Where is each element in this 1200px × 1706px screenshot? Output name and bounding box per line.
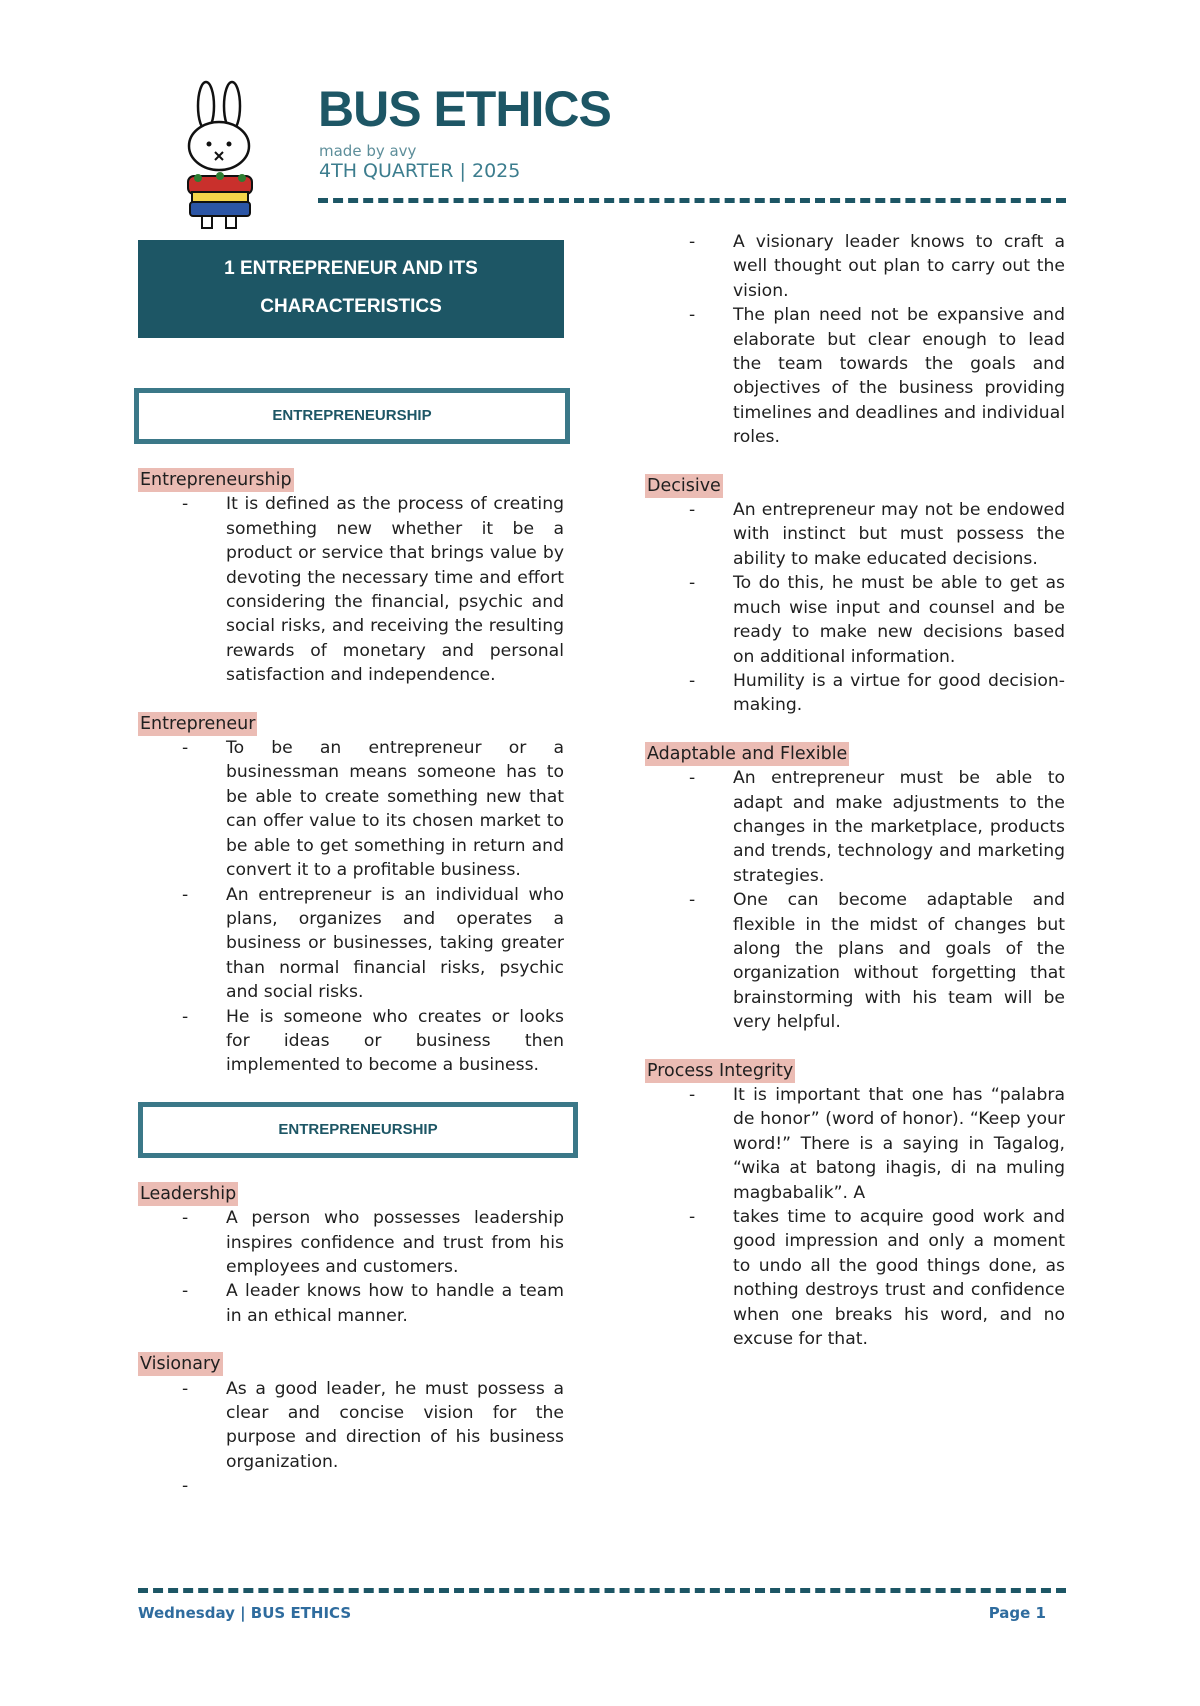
author-credit: made by avy — [319, 142, 417, 160]
list-item: - The plan need not be expansive and elaborate but clear enough to lead the team towards the goals and objectives of the business providing timelines and deadlines and individual roles. — [733, 303, 1065, 449]
page-number: Page 1 — [988, 1604, 1046, 1622]
list-item: - One can become adaptable and flexible in the midst of changes but along the plans and goals of the organization without forgetting that brainstorming with his team will be very helpful. — [733, 888, 1065, 1034]
section-title-line2: CHARACTERISTICS — [260, 296, 442, 317]
list-item: - takes time to acquire good work and good impression and only a moment to undo all the good things done, as nothing destroys trust and confidence when one breaks his word, and no excuse for that. — [733, 1205, 1065, 1351]
heading-decisive: Decisive — [647, 475, 721, 496]
page-title: BUS ETHICS — [318, 81, 611, 137]
list-item: - To do this, he must be able to get as much wise input and counsel and be ready to make new decisions based on additional information. — [733, 571, 1065, 669]
heading-adaptable: Adaptable and Flexible — [647, 743, 848, 764]
adaptable-list — [645, 766, 1065, 1034]
list-item: - A leader knows how to handle a team in an ethical manner. — [226, 1279, 564, 1328]
list-item: - It is defined as the process of creating something new whether it be a product or service that brings value by devoting the necessary time and effort considering the financial, psychic and social risks, and receiving the resulting rewards of monetary and personal satisfaction and independence. — [226, 492, 564, 687]
header-divider — [318, 198, 1066, 203]
list-item: - He is someone who creates or looks for ideas or business then implemented to become a business. — [226, 1005, 564, 1078]
heading-entrepreneurship: Entrepreneurship — [140, 470, 292, 490]
heading-entrepreneur: Entrepreneur — [140, 713, 256, 734]
quarter-label: 4TH QUARTER | 2025 — [319, 160, 521, 182]
footer-label: Wednesday | BUS ETHICS — [138, 1604, 352, 1622]
heading-leadership: Leadership — [140, 1183, 237, 1204]
subsection-box: ENTREPRENEURSHIP — [134, 388, 570, 444]
section-title-block — [138, 240, 564, 338]
section-title-line1: 1 ENTREPRENEUR AND ITS — [224, 258, 478, 279]
heading-integrity: Process Integrity — [647, 1060, 794, 1081]
list-item: - An entrepreneur is an individual who plans, organizes and operates a business or businesses, taking greater than normal financial risks, psychic and social risks. — [226, 883, 564, 1005]
subsection-box: ENTREPRENEURSHIP — [138, 1102, 578, 1158]
list-item: - As a good leader, he must possess a clear and concise vision for the purpose and direction of his business organization. — [226, 1377, 564, 1475]
entrepreneur-list — [138, 736, 564, 1078]
list-item: - An entrepreneur may not be endowed with instinct but must possess the ability to make educated decisions. — [733, 498, 1065, 571]
integrity-list — [645, 1083, 1065, 1351]
leadership-list — [138, 1206, 564, 1328]
list-item: - To be an entrepreneur or a businessman means someone has to be able to create something new that can offer value to its chosen market to be able to get something in return and convert it to a profitable business. — [226, 736, 564, 882]
right-column — [645, 230, 1065, 1351]
list-item: - Humility is a virtue for good decision-making. — [733, 669, 1065, 718]
list-item: - A person who possesses leadership inspires confidence and trust from his employees and customers. — [226, 1206, 564, 1279]
bunny-mascot-image — [178, 80, 262, 230]
visionary-list — [138, 1377, 564, 1499]
visionary-continued-list — [645, 230, 1065, 450]
footer-divider — [138, 1588, 1066, 1593]
decisive-list — [645, 498, 1065, 718]
entrepreneurship-list — [138, 492, 564, 687]
heading-visionary: Visionary — [140, 1354, 221, 1375]
list-item-empty — [226, 1474, 564, 1498]
list-item: - It is important that one has “palabra de honor” (word of honor). “Keep your word!” There is a saying in Tagalog, “wika at batong ihagis, di na muling magbabalik”. A — [733, 1083, 1065, 1205]
list-item: - An entrepreneur must be able to adapt and make adjustments to the changes in the marketplace, products and trends, technology and marketing strategies. — [733, 766, 1065, 888]
list-item: - A visionary leader knows to craft a well thought out plan to carry out the vision. — [733, 230, 1065, 303]
left-column — [138, 240, 564, 1499]
